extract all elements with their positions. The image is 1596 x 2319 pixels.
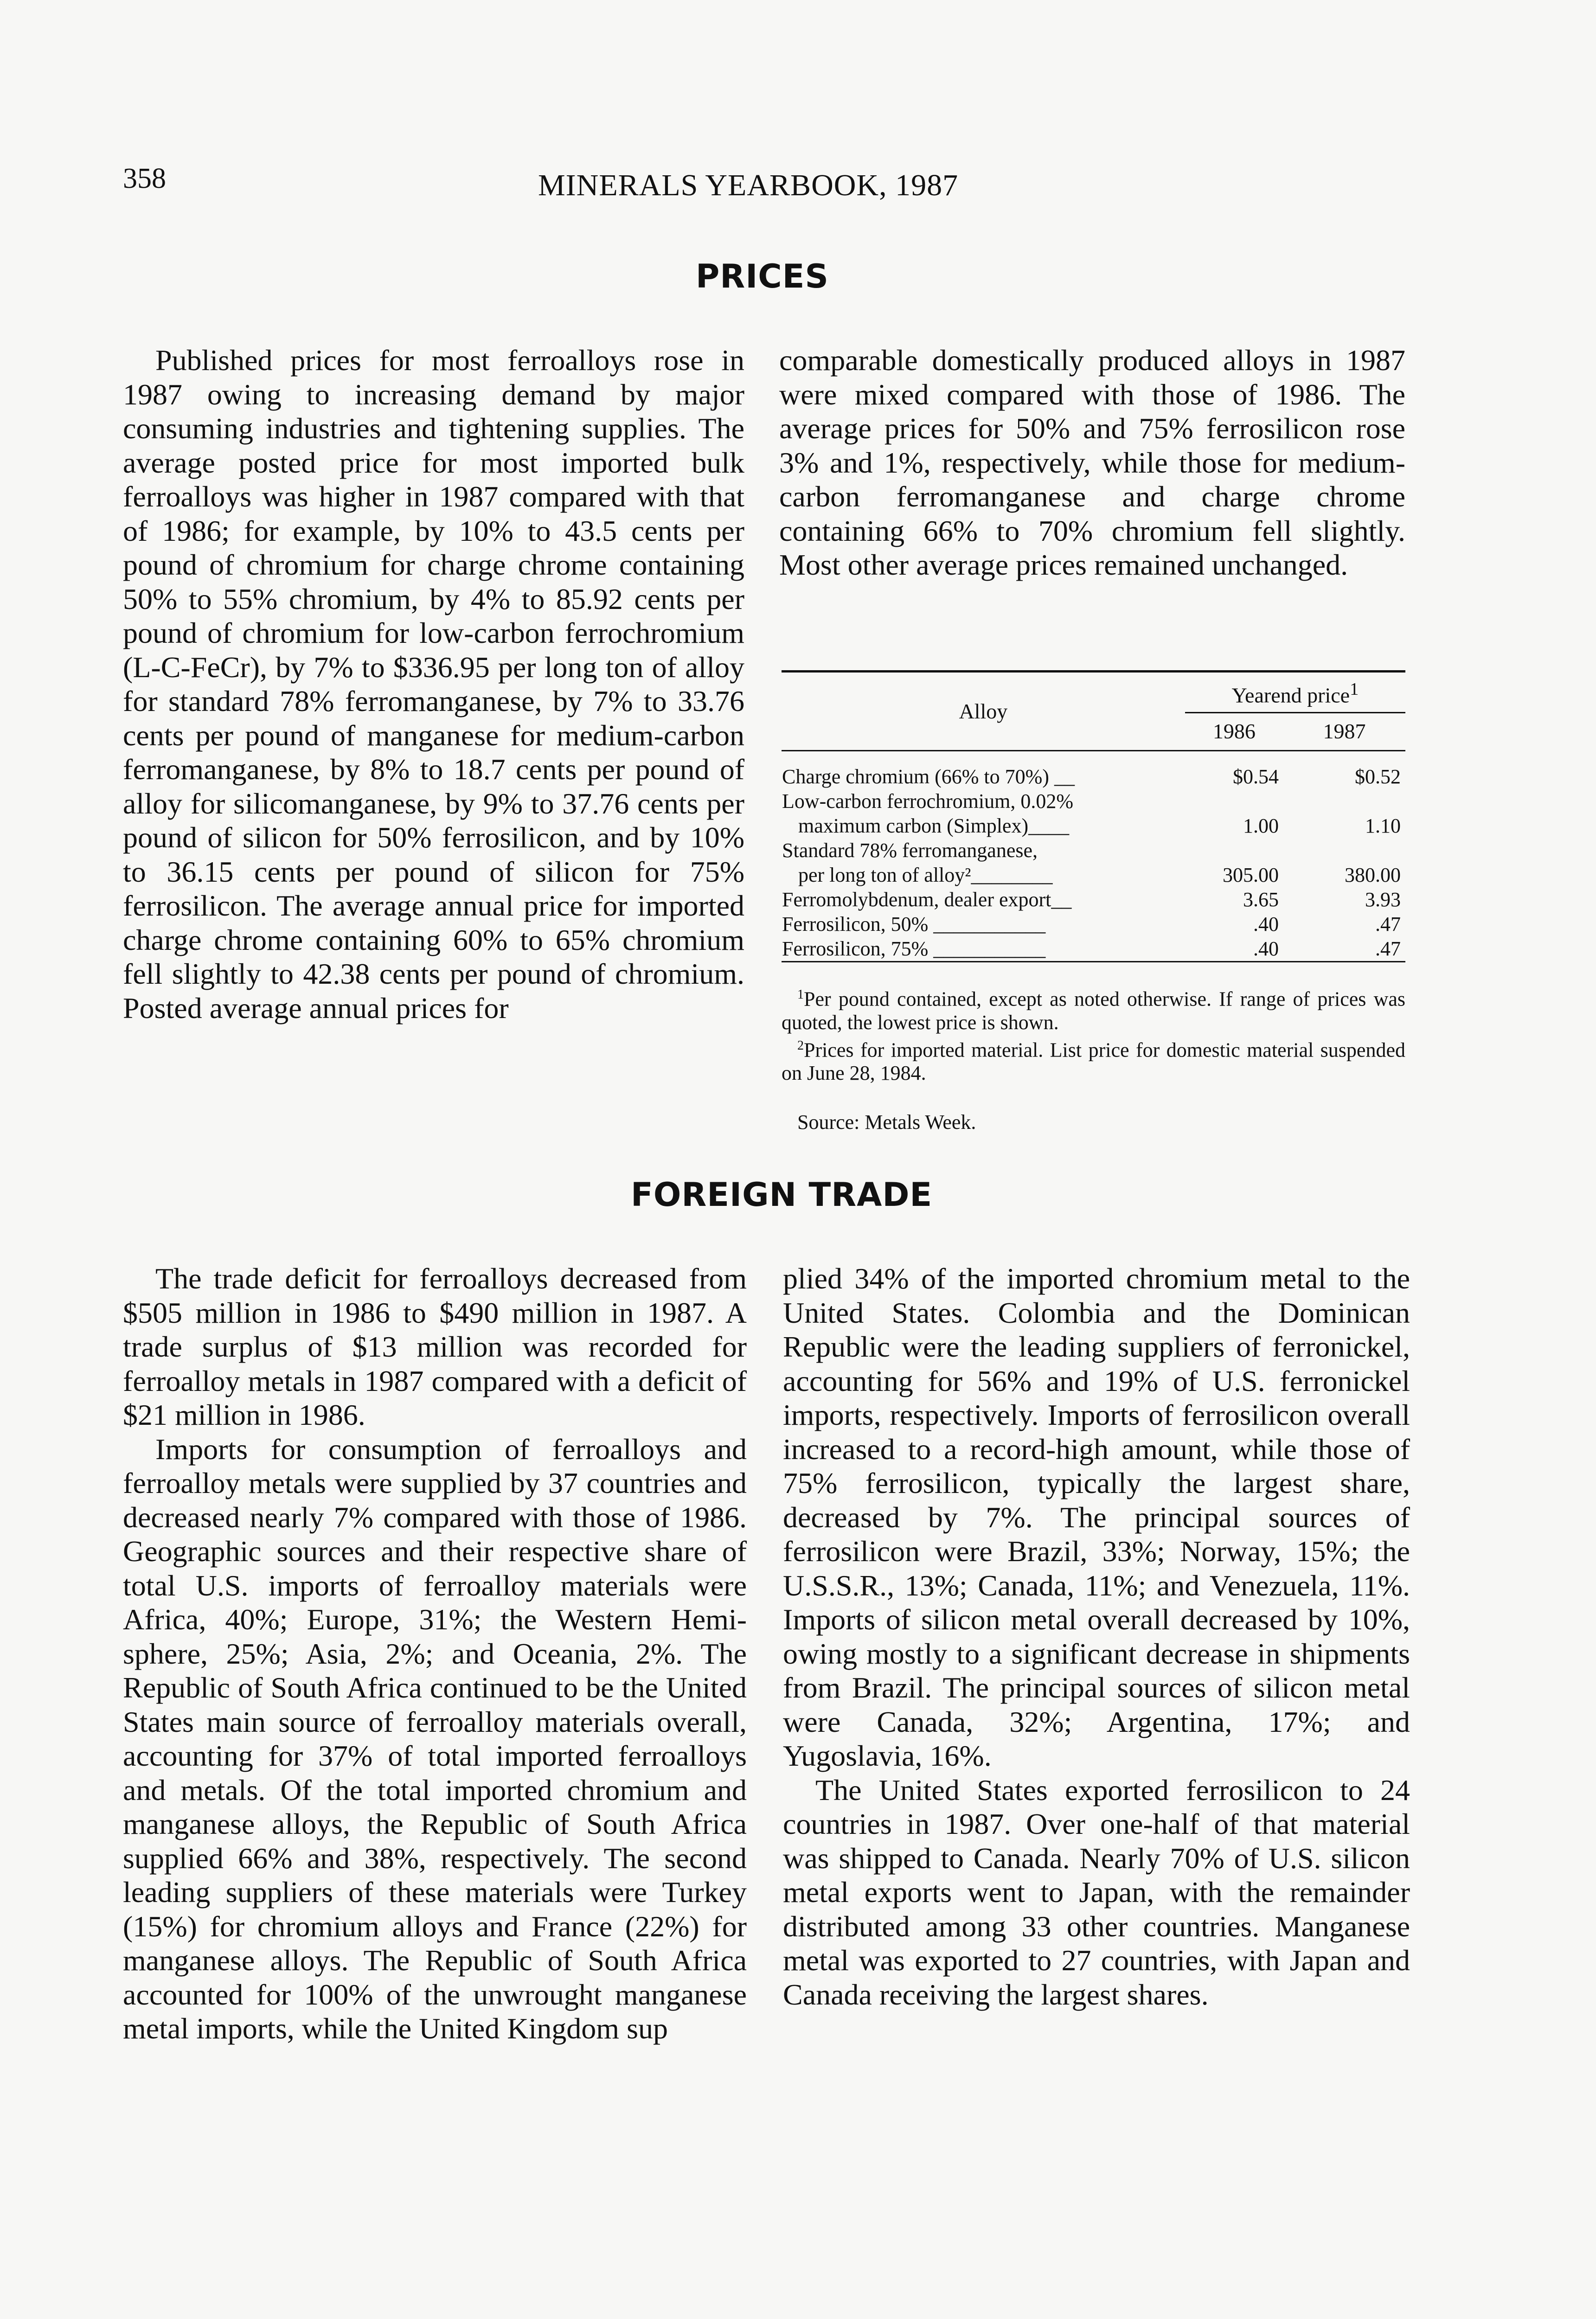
value-1986: 3.65 xyxy=(1243,888,1279,911)
prices-left-column xyxy=(123,343,744,1025)
page-number: 358 xyxy=(123,163,166,194)
table-row xyxy=(782,764,1405,789)
row-label: Standard 78% ferromanganese, xyxy=(782,839,1038,862)
prices-heading: PRICES xyxy=(696,257,829,295)
row-label: maximum carbon (Simplex)____ xyxy=(798,814,1070,838)
table-row xyxy=(782,838,1405,863)
table-row xyxy=(782,814,1405,838)
value-1986 xyxy=(1185,789,1283,814)
table-row xyxy=(782,936,1405,962)
table-footnotes xyxy=(782,983,1405,1134)
row-label: Ferrosilicon, 75% ___________ xyxy=(782,937,1046,961)
foreign-trade-right-column xyxy=(783,1262,1410,2012)
value-1986: $0.54 xyxy=(1233,765,1279,788)
value-1986: .40 xyxy=(1253,937,1279,961)
row-label: Ferrosilicon, 50% ___________ xyxy=(782,913,1046,936)
foreign-trade-heading: FOREIGN TRADE xyxy=(631,1176,933,1214)
row-label: Low-carbon ferrochromium, 0.02% xyxy=(782,790,1074,813)
column-header-alloy: Alloy xyxy=(959,699,1008,724)
row-label: per long ton of alloy²________ xyxy=(798,864,1053,887)
value-1986: 1.00 xyxy=(1243,814,1279,838)
row-label: Charge chromium (66% to 70%) __ xyxy=(782,765,1075,788)
prices-paragraph-1: Published prices for most ferroalloys rose in 1987 owing to increasing demand by major consuming industries and tightening supplies. The average posted price for most imported bulk ferroalloys was higher in 1987 compared with that of 1986; for example, by 10% to 43.5 cents per pound of chromium for charge chrome containing 50% to 55% chromium, by 4% to 85.92 cents per pound of chromium for low-carbon ferrochromium (L-C-FeCr), by 7% to $336.95 per long ton of alloy for standard 78% ferromanganese, by 7% to 33.76 cents per pound of manganese for medium-carbon ferromanganese, by 8% to 18.7 cents per pound of alloy for silicomanganese, by 9% to 37.76 cents per pound of silicon for 50% ferrosilicon, and by 10% to 36.15 cents per pound of silicon for 75% ferrosilicon. The average annual price for imported charge chrome containing 60% to 65% chromium fell slightly to 42.38 cents per pound of chromium. Posted average annual prices for xyxy=(123,344,744,1025)
running-title: MINERALS YEARBOOK, 1987 xyxy=(538,168,959,202)
column-header-1986: 1986 xyxy=(1212,719,1256,743)
footnote-ref-1: 1 xyxy=(1350,679,1359,699)
table-source: Source: Metals Week. xyxy=(797,1111,976,1134)
value-1987: 3.93 xyxy=(1365,888,1401,911)
foreign-trade-left-column xyxy=(123,1262,747,2046)
table-row xyxy=(782,863,1405,887)
column-header-yearend-price: Yearend price$^1$ xyxy=(1185,673,1405,713)
row-label: Ferromolybdenum, dealer export__ xyxy=(782,888,1072,911)
footnote-2: $^2$Prices for imported material. List price for domestic material suspended on June 28, 1984. xyxy=(782,1038,1405,1085)
value-1987: .47 xyxy=(1375,913,1401,936)
value-1987 xyxy=(1283,789,1405,814)
table-row xyxy=(782,912,1405,936)
table-row xyxy=(782,887,1405,912)
trade-paragraph-2: Imports for consumption of ferroalloys and ferroalloy metals were supplied by 37 countries and decreased nearly 7% compared with those of 1986. Geographic sources and their respective share of total U.S. imports of ferroalloy materials were Africa, 40%; Europe, 31%; the Western Hemisphere, 25%; Asia, 2%; and Oceania, 2%. The Republic of South Africa continued to be the United States main source of ferroalloy materials overall, accounting for 37% of total imported ferroalloys and metals. Of the total imported chromium and manganese alloys, the Republic of South Africa supplied 66% and 38%, respectively. The second leading suppliers of these materials were Turkey (15%) for chromium alloys and France (22%) for manganese alloys. The Republic of South Africa accounted for 100% of the unwrought manganese metal imports, while the United Kingdom sup xyxy=(123,1432,747,2045)
table-row xyxy=(782,789,1405,814)
value-1986: .40 xyxy=(1253,913,1279,936)
value-1987: 1.10 xyxy=(1365,814,1401,838)
footnote-1: $^1$Per pound contained, except as noted otherwise. If range of prices was quoted, the lowest price is shown. xyxy=(782,987,1405,1034)
value-1987: $0.52 xyxy=(1355,765,1401,788)
prices-paragraph-2: comparable domestically produced alloys in 1987 were mixed compared with those of 1986. The average prices for 50% and 75% ferrosilicon rose 3% and 1%, respectively, while those for medium-carbon ferromanganese and charge chrome containing 66% to 70% chromium fell slightly. Most other average prices remained unchanged. xyxy=(779,344,1405,581)
trade-paragraph-3: The United States exported ferrosilicon to 24 countries in 1987. Over one-half of that material was shipped to Canada. Nearly 70% of U.S. silicon metal exports went to Japan, with the remainder distributed among 33 other countries. Manganese metal was exported to 27 countries, with Japan and Canada receiving the largest shares. xyxy=(783,1773,1410,2011)
prices-right-column xyxy=(779,343,1405,582)
value-1987 xyxy=(1283,838,1405,863)
trade-paragraph-2-cont: plied 34% of the imported chromium metal to the United States. Colombia and the Dominican Republic were the leading suppliers of ferronickel, accounting for 56% and 19% of U.S. ferronickel imports, respectively. Imports of ferrosilicon overall increased to a record-high amount, while those of 75% ferrosilicon, typically the largest share, decreased by 7%. The principal sources of ferrosilicon were Brazil, 33%; Norway, 15%; the U.S.S.R., 13%; Canada, 11%; and Venezuela, 11%. Imports of silicon metal overall decreased by 10%, owing mostly to a significant decrease in shipments from Brazil. The principal sources of silicon metal were Canada, 32%; Argentina, 17%; and Yugoslavia, 16%. xyxy=(783,1262,1410,1772)
value-1986: 305.00 xyxy=(1223,864,1279,887)
trade-paragraph-1: The trade deficit for ferroalloys decreased from $505 million in 1986 to $490 million in 1987. A trade surplus of $13 million was recorded for ferroalloy metals in 1987 compared with a deficit of $21 million in 1986. xyxy=(123,1262,747,1431)
column-header-1987: 1987 xyxy=(1323,719,1366,743)
value-1986 xyxy=(1185,838,1283,863)
yearend-price-table xyxy=(782,670,1405,962)
value-1987: 380.00 xyxy=(1345,864,1401,887)
value-1987: .47 xyxy=(1375,937,1401,961)
